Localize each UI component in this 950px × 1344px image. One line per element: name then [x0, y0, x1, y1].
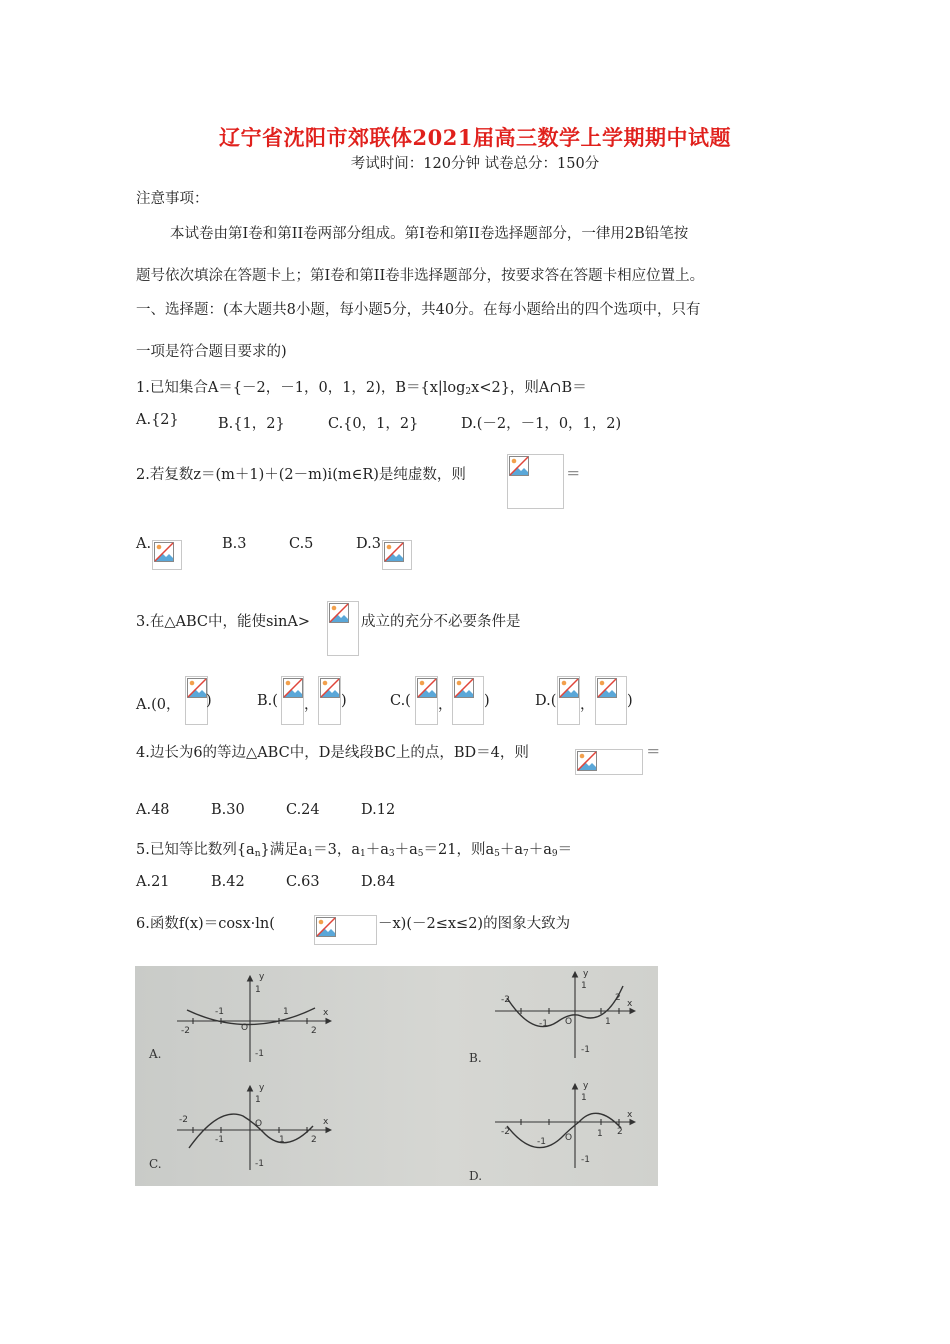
q2-option-b: B.3: [222, 536, 247, 552]
graph-c-y-neg1: -1: [255, 1159, 264, 1169]
graph-a-y-label: y: [259, 972, 265, 982]
question-6-stem-b: －x)(－2≤x≤2)的图象大致为: [378, 916, 571, 932]
q1-option-a: A.{2}: [136, 412, 179, 428]
broken-image-icon: [509, 456, 529, 476]
question-3-stem-b: 成立的充分不必要条件是: [361, 614, 521, 630]
graph-d-x-pos1: 1: [597, 1129, 603, 1139]
q4-option-d: D.12: [361, 802, 396, 818]
question-4-equals: ＝: [646, 745, 661, 761]
q5-option-c: C.63: [286, 874, 320, 890]
section-heading-2: 一项是符合题目要求的): [136, 344, 287, 360]
q5-option-a: A.21: [136, 874, 170, 890]
broken-image-icon: [187, 678, 207, 698]
q4-option-b: B.30: [211, 802, 245, 818]
graph-b-origin: O: [565, 1017, 573, 1027]
broken-image-icon: [454, 678, 474, 698]
graph-c-x-pos1: 1: [279, 1135, 285, 1145]
graph-a-x-label: x: [323, 1008, 329, 1018]
q1-option-b: B.{1，2}: [218, 416, 285, 432]
graph-d-x-neg1: -1: [537, 1137, 546, 1147]
broken-image-icon: [320, 678, 340, 698]
formula-image: [185, 676, 208, 725]
broken-image-icon: [597, 678, 617, 698]
q2-option-d: D.3: [356, 536, 381, 552]
q3-option-b-close: ): [341, 693, 347, 709]
exam-info: 考试时间：120分钟 试卷总分：150分: [350, 156, 600, 172]
formula-image: [152, 540, 182, 570]
graph-b-x-neg2: -2: [501, 995, 510, 1005]
notes-line-2: 题号依次填涂在答题卡上；第Ⅰ卷和第II卷非选择题部分，按要求答在答题卡相应位置上。: [136, 268, 705, 284]
page-title: 辽宁省沈阳市郊联体2021届高三数学上学期期中试题: [219, 125, 731, 150]
graph-a-x-neg1: -1: [215, 1007, 224, 1017]
formula-image: [327, 601, 359, 656]
graph-c: [177, 1086, 331, 1170]
formula-image: [575, 749, 643, 775]
q4-option-a: A.48: [136, 802, 170, 818]
graph-c-x-neg2: -2: [179, 1115, 188, 1125]
notes-heading: 注意事项：: [136, 191, 209, 207]
notes-line-1: 本试卷由第Ⅰ卷和第II卷两部分组成。第Ⅰ卷和第II卷选择题部分，一律用2B铅笔按: [170, 226, 689, 242]
question-5-stem: 5.已知等比数列$\{a_n\}$满足$a_1=3$，$a_1+a_3+a_5=21$，则$a_5+a_7+a_9=$: [136, 842, 573, 859]
graph-c-y-label: y: [259, 1083, 265, 1093]
graph-d-x-pos2: 2: [617, 1127, 623, 1137]
graph-a-origin: O: [241, 1023, 249, 1033]
q3-option-d: D.(: [535, 693, 557, 709]
question-1-stem: 1.已知集合A＝{－2，－1，0，1，2)，$B=\{x|\log_2x<2\}$，则A∩B＝: [136, 380, 587, 397]
graph-d-label: D.: [469, 1169, 483, 1183]
formula-image: [415, 676, 438, 725]
graph-options-photo: [135, 966, 658, 1186]
graph-a-label: A.: [149, 1047, 162, 1061]
graph-b: [495, 972, 635, 1058]
graph-d-y-neg1: -1: [581, 1155, 590, 1165]
broken-image-icon: [154, 542, 174, 562]
graph-c-label: C.: [149, 1157, 162, 1171]
graph-d-x-neg2: -2: [501, 1127, 510, 1137]
graph-b-label: B.: [469, 1051, 482, 1065]
q3-option-a: A.(0，: [136, 697, 181, 713]
q1-option-d: D.(－2，－1，0，1，2): [461, 416, 622, 432]
graph-c-x-label: x: [323, 1117, 329, 1127]
graph-d: [495, 1084, 635, 1168]
formula-image: [507, 454, 564, 509]
question-6-stem-a: 6.函数f(x)＝cosx·ln(: [136, 916, 275, 932]
broken-image-icon: [559, 678, 579, 698]
question-3-stem-a: 3.在△ABC中，能使sinA>: [136, 614, 311, 630]
q5-option-b: B.42: [211, 874, 245, 890]
q3-option-a-close: ): [206, 693, 212, 709]
section-heading-1: 一、选择题：(本大题共8小题，每小题5分，共40分。在每小题给出的四个选项中，只有: [136, 302, 701, 318]
q2-option-a: A.: [136, 536, 152, 552]
broken-image-icon: [577, 751, 597, 771]
graph-c-x-pos2: 2: [311, 1135, 317, 1145]
graph-d-x-label: x: [627, 1110, 633, 1120]
broken-image-icon: [316, 917, 336, 937]
q3-option-d-close: ): [627, 693, 633, 709]
question-4-stem: 4.边长为6的等边△ABC中，D是线段BC上的点，BD＝4，则: [136, 745, 529, 761]
graph-b-x-neg1: -1: [539, 1019, 548, 1029]
formula-image: [314, 915, 377, 945]
graph-c-x-neg1: -1: [215, 1135, 224, 1145]
graph-a-x-pos2: 2: [311, 1026, 317, 1036]
formula-image: [452, 676, 484, 725]
graph-c-y-pos1: 1: [255, 1095, 261, 1105]
q1-option-c: C.{0，1，2}: [328, 416, 419, 432]
graph-c-origin: O: [255, 1119, 263, 1129]
graph-a-x-pos1: 1: [283, 1007, 289, 1017]
q5-option-d: D.84: [361, 874, 396, 890]
q3-option-d-sep: ，: [580, 697, 595, 713]
q2-option-c: C.5: [289, 536, 314, 552]
formula-image: [595, 676, 627, 725]
q4-option-c: C.24: [286, 802, 320, 818]
graph-b-y-label: y: [583, 969, 589, 979]
graph-b-y-pos1: 1: [581, 981, 587, 991]
q3-option-c-close: ): [484, 693, 490, 709]
q3-option-b: B.(: [257, 693, 278, 709]
formula-image: [281, 676, 304, 725]
graph-a-y-pos1: 1: [255, 985, 261, 995]
broken-image-icon: [283, 678, 303, 698]
q3-option-c-sep: ，: [438, 697, 453, 713]
broken-image-icon: [384, 542, 404, 562]
graph-a: [177, 976, 331, 1062]
formula-image: [318, 676, 341, 725]
q3-option-b-sep: ，: [304, 697, 319, 713]
question-2-stem: 2.若复数z＝(m＋1)＋(2－m)i(m∈R)是纯虚数，则: [136, 467, 466, 483]
q3-option-c: C.(: [390, 693, 411, 709]
graph-a-x-neg2: -2: [181, 1026, 190, 1036]
formula-image: [382, 540, 412, 570]
graph-a-y-neg1: -1: [255, 1049, 264, 1059]
graph-b-x-pos1: 1: [605, 1017, 611, 1027]
formula-image: [557, 676, 580, 725]
broken-image-icon: [329, 603, 349, 623]
graph-d-origin: O: [565, 1133, 573, 1143]
graph-d-y-pos1: 1: [581, 1093, 587, 1103]
graph-d-y-label: y: [583, 1081, 589, 1091]
graph-b-y-neg1: -1: [581, 1045, 590, 1055]
question-2-equals: ＝: [566, 467, 581, 483]
broken-image-icon: [417, 678, 437, 698]
graph-b-x-label: x: [627, 999, 633, 1009]
graph-b-x-pos2: 2: [615, 993, 621, 1003]
